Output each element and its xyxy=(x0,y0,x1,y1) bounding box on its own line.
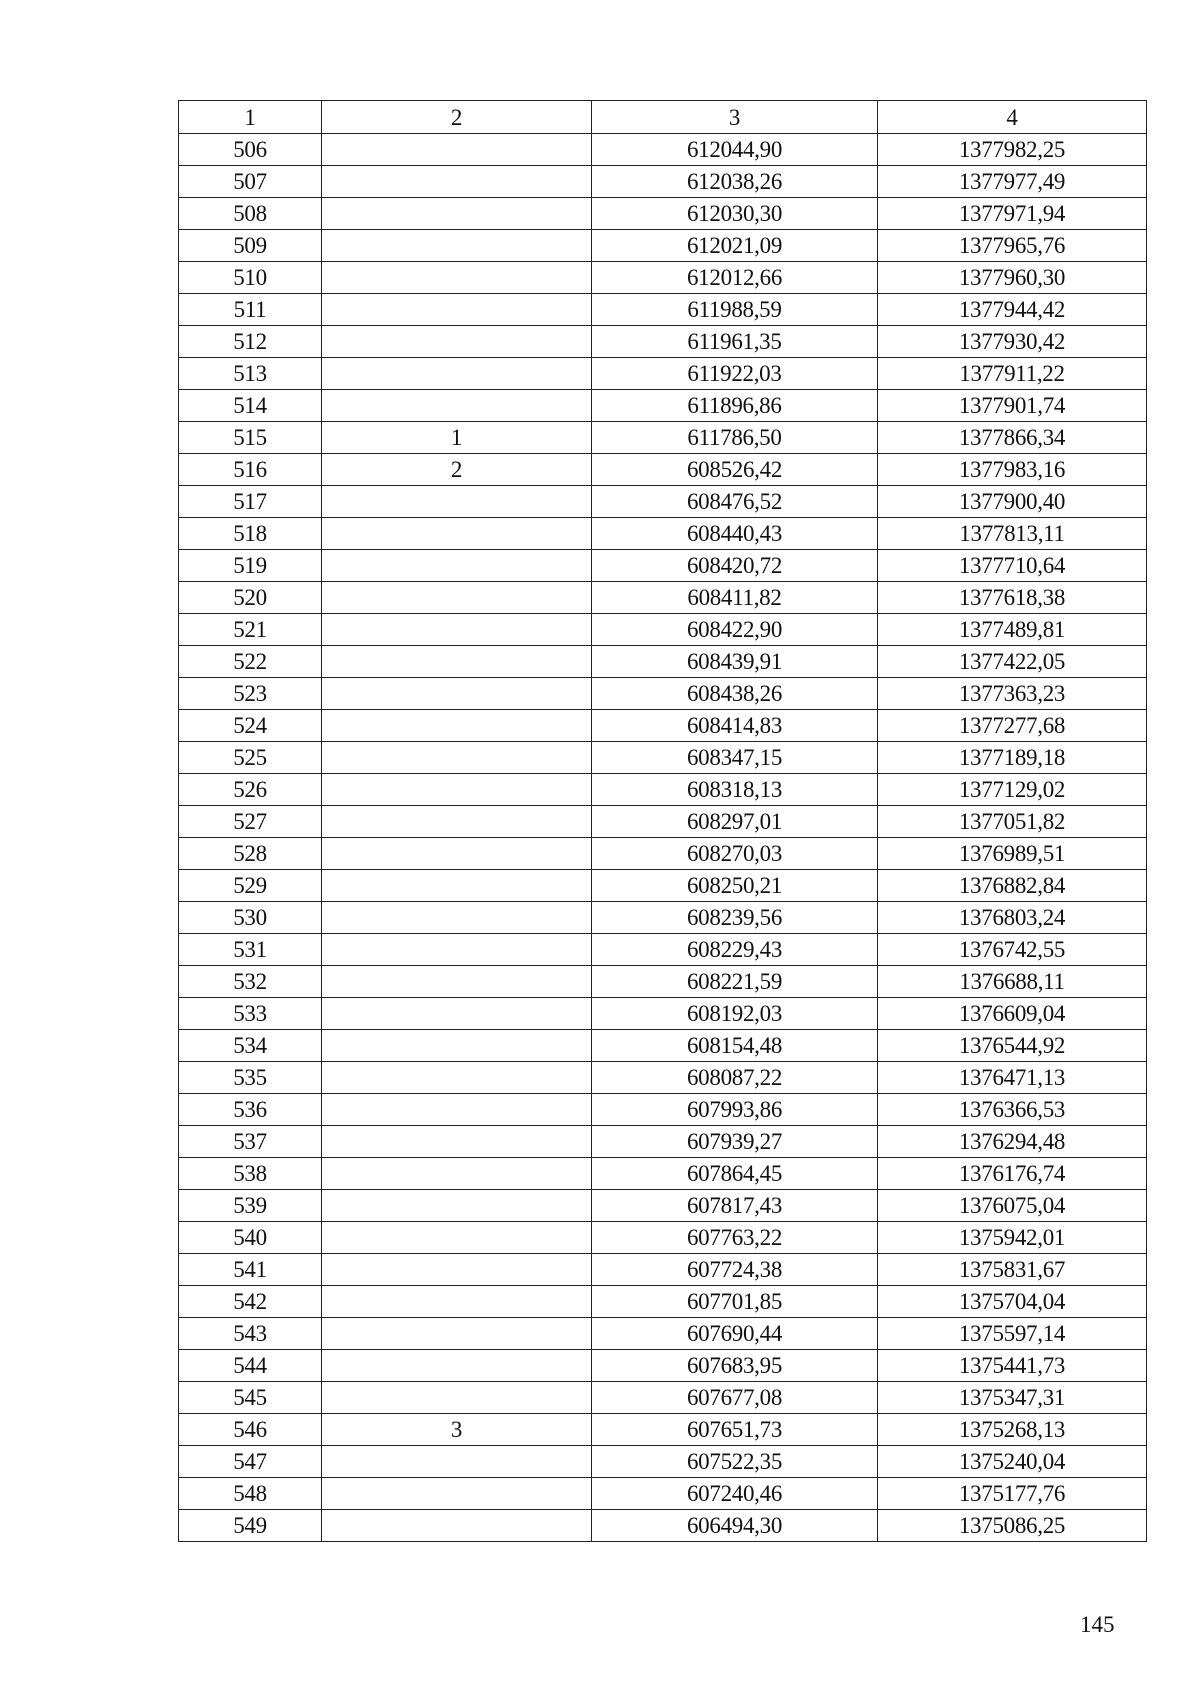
point-number-cell: 532 xyxy=(179,966,322,998)
table-row xyxy=(179,1510,1147,1542)
y-coordinate-cell: 1376176,74 xyxy=(878,1158,1147,1190)
section-number-cell xyxy=(322,230,592,262)
section-number-cell xyxy=(322,1286,592,1318)
section-number-cell xyxy=(322,870,592,902)
table-row xyxy=(179,1158,1147,1190)
x-coordinate-cell: 612021,09 xyxy=(592,230,878,262)
table-row xyxy=(179,262,1147,294)
table-row xyxy=(179,1478,1147,1510)
y-coordinate-cell: 1377129,02 xyxy=(878,774,1147,806)
table-row xyxy=(179,166,1147,198)
section-number-cell xyxy=(322,134,592,166)
x-coordinate-cell: 608347,15 xyxy=(592,742,878,774)
point-number-cell: 547 xyxy=(179,1446,322,1478)
y-coordinate-cell: 1375441,73 xyxy=(878,1350,1147,1382)
point-number-cell: 522 xyxy=(179,646,322,678)
x-coordinate-cell: 612038,26 xyxy=(592,166,878,198)
section-number-cell xyxy=(322,710,592,742)
point-number-cell: 512 xyxy=(179,326,322,358)
section-number-cell xyxy=(322,198,592,230)
table-row xyxy=(179,230,1147,262)
table-row xyxy=(179,870,1147,902)
x-coordinate-cell: 608440,43 xyxy=(592,518,878,550)
y-coordinate-cell: 1376294,48 xyxy=(878,1126,1147,1158)
y-coordinate-cell: 1377971,94 xyxy=(878,198,1147,230)
y-coordinate-cell: 1377983,16 xyxy=(878,454,1147,486)
section-number-cell xyxy=(322,1158,592,1190)
page-number: 145 xyxy=(1080,1612,1115,1637)
point-number-cell: 517 xyxy=(179,486,322,518)
y-coordinate-cell: 1376366,53 xyxy=(878,1094,1147,1126)
x-coordinate-cell: 607240,46 xyxy=(592,1478,878,1510)
table-row xyxy=(179,710,1147,742)
y-coordinate-cell: 1376609,04 xyxy=(878,998,1147,1030)
point-number-cell: 525 xyxy=(179,742,322,774)
table-row xyxy=(179,422,1147,454)
table-row xyxy=(179,1222,1147,1254)
point-number-cell: 529 xyxy=(179,870,322,902)
section-number-cell xyxy=(322,742,592,774)
point-number-cell: 545 xyxy=(179,1382,322,1414)
x-coordinate-cell: 612012,66 xyxy=(592,262,878,294)
table-header xyxy=(179,101,1147,134)
x-coordinate-cell: 607683,95 xyxy=(592,1350,878,1382)
x-coordinate-cell: 607651,73 xyxy=(592,1414,878,1446)
point-number-cell: 509 xyxy=(179,230,322,262)
y-coordinate-cell: 1375597,14 xyxy=(878,1318,1147,1350)
coordinates-table xyxy=(178,100,1147,1542)
column-header-2: 2 xyxy=(322,101,592,134)
y-coordinate-cell: 1377866,34 xyxy=(878,422,1147,454)
table-row xyxy=(179,678,1147,710)
section-number-cell xyxy=(322,1446,592,1478)
x-coordinate-cell: 607690,44 xyxy=(592,1318,878,1350)
point-number-cell: 536 xyxy=(179,1094,322,1126)
table-row xyxy=(179,646,1147,678)
x-coordinate-cell: 608239,56 xyxy=(592,902,878,934)
table-row xyxy=(179,486,1147,518)
x-coordinate-cell: 607939,27 xyxy=(592,1126,878,1158)
table-row xyxy=(179,582,1147,614)
point-number-cell: 540 xyxy=(179,1222,322,1254)
x-coordinate-cell: 611988,59 xyxy=(592,294,878,326)
section-number-cell xyxy=(322,1062,592,1094)
y-coordinate-cell: 1376544,92 xyxy=(878,1030,1147,1062)
point-number-cell: 513 xyxy=(179,358,322,390)
section-number-cell xyxy=(322,486,592,518)
y-coordinate-cell: 1376688,11 xyxy=(878,966,1147,998)
x-coordinate-cell: 608420,72 xyxy=(592,550,878,582)
point-number-cell: 524 xyxy=(179,710,322,742)
y-coordinate-cell: 1377911,22 xyxy=(878,358,1147,390)
x-coordinate-cell: 608192,03 xyxy=(592,998,878,1030)
section-number-cell xyxy=(322,582,592,614)
section-number-cell xyxy=(322,390,592,422)
table-row xyxy=(179,1382,1147,1414)
x-coordinate-cell: 612044,90 xyxy=(592,134,878,166)
x-coordinate-cell: 607817,43 xyxy=(592,1190,878,1222)
section-number-cell: 3 xyxy=(322,1414,592,1446)
x-coordinate-cell: 611922,03 xyxy=(592,358,878,390)
y-coordinate-cell: 1375704,04 xyxy=(878,1286,1147,1318)
point-number-cell: 526 xyxy=(179,774,322,806)
point-number-cell: 531 xyxy=(179,934,322,966)
table-row xyxy=(179,294,1147,326)
x-coordinate-cell: 608270,03 xyxy=(592,838,878,870)
x-coordinate-cell: 607522,35 xyxy=(592,1446,878,1478)
table-row xyxy=(179,198,1147,230)
x-coordinate-cell: 608411,82 xyxy=(592,582,878,614)
section-number-cell xyxy=(322,1094,592,1126)
table-row xyxy=(179,358,1147,390)
section-number-cell xyxy=(322,934,592,966)
section-number-cell xyxy=(322,166,592,198)
point-number-cell: 520 xyxy=(179,582,322,614)
point-number-cell: 539 xyxy=(179,1190,322,1222)
section-number-cell xyxy=(322,1318,592,1350)
point-number-cell: 530 xyxy=(179,902,322,934)
x-coordinate-cell: 608250,21 xyxy=(592,870,878,902)
table-row xyxy=(179,134,1147,166)
y-coordinate-cell: 1376742,55 xyxy=(878,934,1147,966)
section-number-cell xyxy=(322,678,592,710)
x-coordinate-cell: 608229,43 xyxy=(592,934,878,966)
y-coordinate-cell: 1376882,84 xyxy=(878,870,1147,902)
section-number-cell xyxy=(322,1254,592,1286)
x-coordinate-cell: 608221,59 xyxy=(592,966,878,998)
table-row xyxy=(179,1446,1147,1478)
table-row xyxy=(179,518,1147,550)
x-coordinate-cell: 608526,42 xyxy=(592,454,878,486)
point-number-cell: 519 xyxy=(179,550,322,582)
x-coordinate-cell: 611961,35 xyxy=(592,326,878,358)
y-coordinate-cell: 1377489,81 xyxy=(878,614,1147,646)
point-number-cell: 508 xyxy=(179,198,322,230)
x-coordinate-cell: 607677,08 xyxy=(592,1382,878,1414)
point-number-cell: 528 xyxy=(179,838,322,870)
column-header-1: 1 xyxy=(179,101,322,134)
section-number-cell xyxy=(322,294,592,326)
point-number-cell: 507 xyxy=(179,166,322,198)
table-row xyxy=(179,742,1147,774)
table-row xyxy=(179,998,1147,1030)
section-number-cell xyxy=(322,1126,592,1158)
section-number-cell xyxy=(322,806,592,838)
y-coordinate-cell: 1376803,24 xyxy=(878,902,1147,934)
point-number-cell: 527 xyxy=(179,806,322,838)
point-number-cell: 542 xyxy=(179,1286,322,1318)
x-coordinate-cell: 606494,30 xyxy=(592,1510,878,1542)
y-coordinate-cell: 1377422,05 xyxy=(878,646,1147,678)
y-coordinate-cell: 1375831,67 xyxy=(878,1254,1147,1286)
point-number-cell: 516 xyxy=(179,454,322,486)
table-row xyxy=(179,1126,1147,1158)
point-number-cell: 548 xyxy=(179,1478,322,1510)
x-coordinate-cell: 608438,26 xyxy=(592,678,878,710)
table-row xyxy=(179,1286,1147,1318)
table-row xyxy=(179,1254,1147,1286)
section-number-cell xyxy=(322,1030,592,1062)
point-number-cell: 544 xyxy=(179,1350,322,1382)
table-row xyxy=(179,390,1147,422)
y-coordinate-cell: 1375268,13 xyxy=(878,1414,1147,1446)
x-coordinate-cell: 607724,38 xyxy=(592,1254,878,1286)
y-coordinate-cell: 1376075,04 xyxy=(878,1190,1147,1222)
point-number-cell: 549 xyxy=(179,1510,322,1542)
point-number-cell: 515 xyxy=(179,422,322,454)
x-coordinate-cell: 608318,13 xyxy=(592,774,878,806)
y-coordinate-cell: 1375177,76 xyxy=(878,1478,1147,1510)
point-number-cell: 518 xyxy=(179,518,322,550)
table-row xyxy=(179,1062,1147,1094)
point-number-cell: 510 xyxy=(179,262,322,294)
x-coordinate-cell: 607763,22 xyxy=(592,1222,878,1254)
point-number-cell: 511 xyxy=(179,294,322,326)
point-number-cell: 514 xyxy=(179,390,322,422)
column-header-4: 4 xyxy=(878,101,1147,134)
table-row xyxy=(179,1414,1147,1446)
point-number-cell: 543 xyxy=(179,1318,322,1350)
section-number-cell xyxy=(322,358,592,390)
table-row xyxy=(179,806,1147,838)
y-coordinate-cell: 1375942,01 xyxy=(878,1222,1147,1254)
section-number-cell xyxy=(322,1190,592,1222)
x-coordinate-cell: 608087,22 xyxy=(592,1062,878,1094)
table-row xyxy=(179,966,1147,998)
section-number-cell xyxy=(322,518,592,550)
x-coordinate-cell: 607701,85 xyxy=(592,1286,878,1318)
point-number-cell: 506 xyxy=(179,134,322,166)
y-coordinate-cell: 1377977,49 xyxy=(878,166,1147,198)
y-coordinate-cell: 1377930,42 xyxy=(878,326,1147,358)
y-coordinate-cell: 1377363,23 xyxy=(878,678,1147,710)
y-coordinate-cell: 1377944,42 xyxy=(878,294,1147,326)
section-number-cell xyxy=(322,550,592,582)
y-coordinate-cell: 1376989,51 xyxy=(878,838,1147,870)
point-number-cell: 541 xyxy=(179,1254,322,1286)
section-number-cell xyxy=(322,262,592,294)
section-number-cell xyxy=(322,326,592,358)
point-number-cell: 546 xyxy=(179,1414,322,1446)
table-row xyxy=(179,902,1147,934)
x-coordinate-cell: 608439,91 xyxy=(592,646,878,678)
y-coordinate-cell: 1377051,82 xyxy=(878,806,1147,838)
y-coordinate-cell: 1375347,31 xyxy=(878,1382,1147,1414)
section-number-cell xyxy=(322,1510,592,1542)
table-row xyxy=(179,1030,1147,1062)
y-coordinate-cell: 1376471,13 xyxy=(878,1062,1147,1094)
y-coordinate-cell: 1377901,74 xyxy=(878,390,1147,422)
section-number-cell xyxy=(322,646,592,678)
y-coordinate-cell: 1377900,40 xyxy=(878,486,1147,518)
point-number-cell: 533 xyxy=(179,998,322,1030)
x-coordinate-cell: 608476,52 xyxy=(592,486,878,518)
y-coordinate-cell: 1375086,25 xyxy=(878,1510,1147,1542)
y-coordinate-cell: 1377710,64 xyxy=(878,550,1147,582)
section-number-cell: 2 xyxy=(322,454,592,486)
table-row xyxy=(179,1350,1147,1382)
point-number-cell: 538 xyxy=(179,1158,322,1190)
table-row xyxy=(179,1190,1147,1222)
y-coordinate-cell: 1377189,18 xyxy=(878,742,1147,774)
y-coordinate-cell: 1377277,68 xyxy=(878,710,1147,742)
section-number-cell xyxy=(322,1222,592,1254)
table-row xyxy=(179,838,1147,870)
x-coordinate-cell: 608297,01 xyxy=(592,806,878,838)
section-number-cell xyxy=(322,1382,592,1414)
y-coordinate-cell: 1377813,11 xyxy=(878,518,1147,550)
table-body xyxy=(179,134,1147,1542)
x-coordinate-cell: 608422,90 xyxy=(592,614,878,646)
header-row xyxy=(179,101,1147,134)
x-coordinate-cell: 611786,50 xyxy=(592,422,878,454)
section-number-cell xyxy=(322,774,592,806)
table-row xyxy=(179,326,1147,358)
y-coordinate-cell: 1377982,25 xyxy=(878,134,1147,166)
x-coordinate-cell: 608414,83 xyxy=(592,710,878,742)
point-number-cell: 537 xyxy=(179,1126,322,1158)
point-number-cell: 523 xyxy=(179,678,322,710)
y-coordinate-cell: 1377618,38 xyxy=(878,582,1147,614)
section-number-cell xyxy=(322,614,592,646)
point-number-cell: 534 xyxy=(179,1030,322,1062)
x-coordinate-cell: 607864,45 xyxy=(592,1158,878,1190)
table-row xyxy=(179,1318,1147,1350)
section-number-cell: 1 xyxy=(322,422,592,454)
table-row xyxy=(179,934,1147,966)
section-number-cell xyxy=(322,966,592,998)
section-number-cell xyxy=(322,998,592,1030)
table-row xyxy=(179,454,1147,486)
y-coordinate-cell: 1375240,04 xyxy=(878,1446,1147,1478)
x-coordinate-cell: 608154,48 xyxy=(592,1030,878,1062)
column-header-3: 3 xyxy=(592,101,878,134)
table-row xyxy=(179,774,1147,806)
point-number-cell: 535 xyxy=(179,1062,322,1094)
x-coordinate-cell: 611896,86 xyxy=(592,390,878,422)
section-number-cell xyxy=(322,1478,592,1510)
section-number-cell xyxy=(322,902,592,934)
table-row xyxy=(179,614,1147,646)
section-number-cell xyxy=(322,838,592,870)
y-coordinate-cell: 1377960,30 xyxy=(878,262,1147,294)
point-number-cell: 521 xyxy=(179,614,322,646)
table-row xyxy=(179,1094,1147,1126)
section-number-cell xyxy=(322,1350,592,1382)
table-row xyxy=(179,550,1147,582)
x-coordinate-cell: 607993,86 xyxy=(592,1094,878,1126)
y-coordinate-cell: 1377965,76 xyxy=(878,230,1147,262)
x-coordinate-cell: 612030,30 xyxy=(592,198,878,230)
